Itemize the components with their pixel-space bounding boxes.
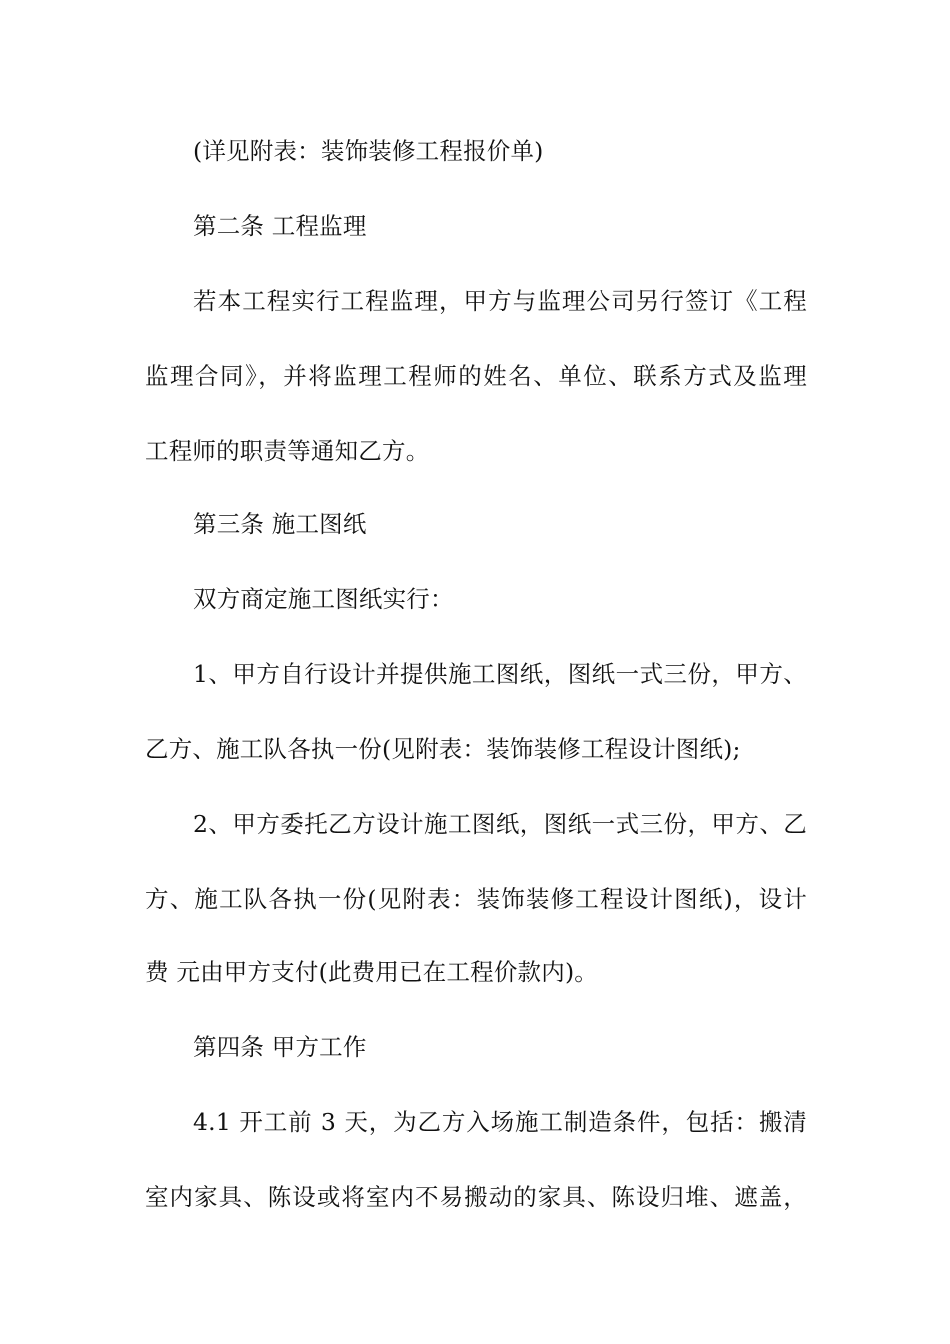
section-heading-3: 第三条 施工图纸	[193, 510, 367, 538]
text-line-15: 室内家具、陈设或将室内不易搬动的家具、陈设归堆、遮盖，	[145, 1183, 807, 1211]
section-heading-4: 第四条 甲方工作	[193, 1033, 367, 1061]
text-line-5: 工程师的职责等通知乙方。	[145, 437, 430, 465]
text-line-14: 4.1 开工前 3 天，为乙方入场施工制造条件，包括：搬清	[193, 1108, 807, 1136]
text-line-10: 2、甲方委托乙方设计施工图纸，图纸一式三份，甲方、乙	[193, 810, 807, 838]
text-line-7: 双方商定施工图纸实行：	[193, 585, 454, 613]
text-line-8: 1、甲方自行设计并提供施工图纸，图纸一式三份，甲方、	[193, 660, 807, 688]
text-line-1: (详见附表：装饰装修工程报价单)	[193, 137, 544, 165]
text-line-4: 监理合同》，并将监理工程师的姓名、单位、联系方式及监理	[145, 362, 807, 390]
text-line-9: 乙方、施工队各执一份(见附表：装饰装修工程设计图纸);	[145, 735, 741, 763]
section-heading-2: 第二条 工程监理	[193, 212, 367, 240]
text-line-11: 方、施工队各执一份(见附表：装饰装修工程设计图纸)，设计	[145, 885, 807, 913]
text-line-12: 费 元由甲方支付(此费用已在工程价款内)。	[145, 958, 599, 986]
text-line-3: 若本工程实行工程监理，甲方与监理公司另行签订《工程	[193, 287, 807, 315]
